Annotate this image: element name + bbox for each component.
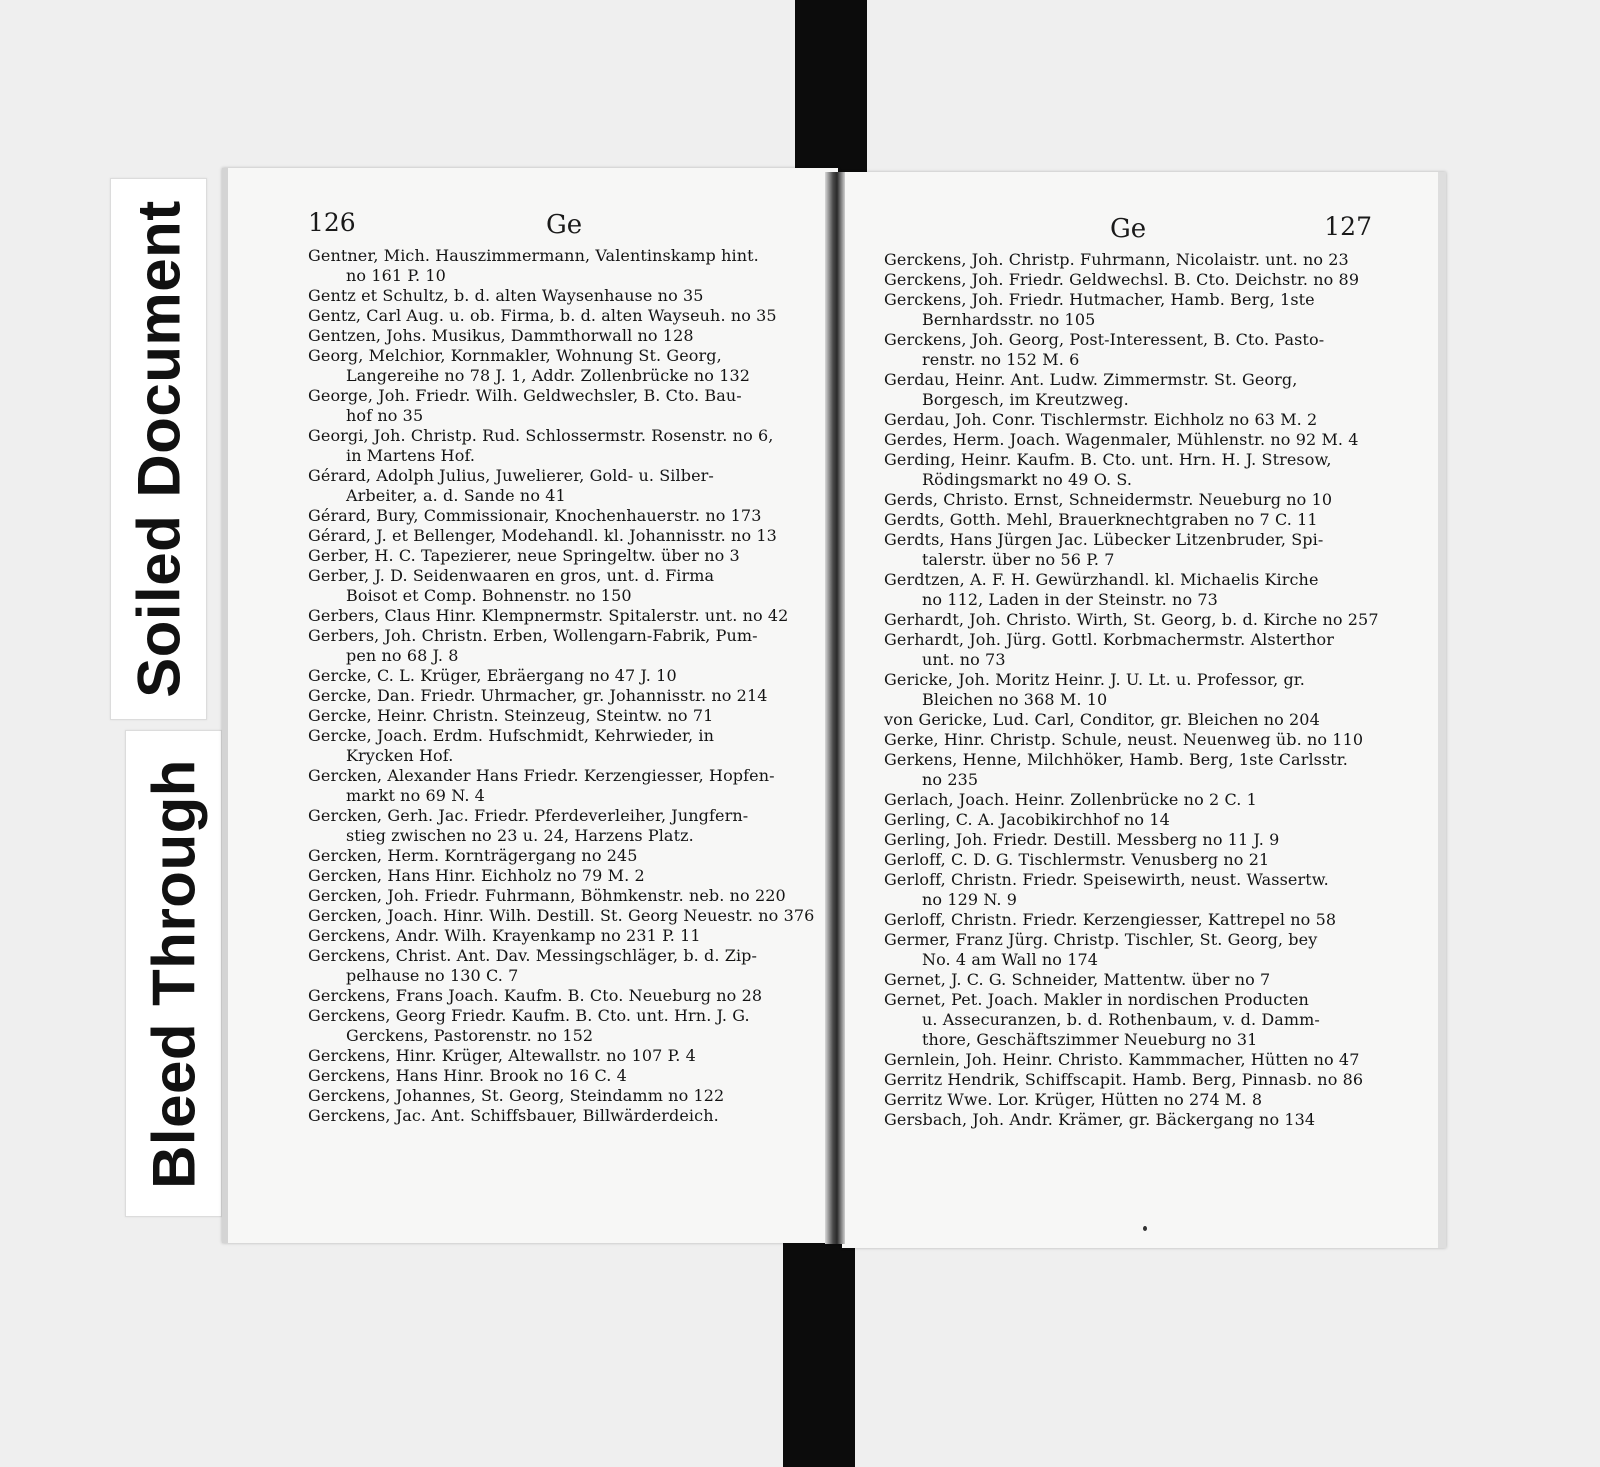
entry-continuation-line: Borgesch, im Kreutzweg.	[922, 390, 1129, 409]
entry-line: Gerkens, Henne, Milchhöker, Hamb. Berg, 1ste Carlsstr.	[884, 750, 1348, 769]
entry-line: Gercken, Joach. Hinr. Wilh. Destill. St. Georg Neuestr. no 376	[308, 906, 815, 925]
entry-line: George, Joh. Friedr. Wilh. Geldwechsler, B. Cto. Bau-	[308, 386, 742, 405]
entry-line: Gerhardt, Joh. Christo. Wirth, St. Georg, b. d. Kirche no 257	[884, 610, 1379, 629]
entry-line: Gerckens, Christ. Ant. Dav. Messingschläger, b. d. Zip-	[308, 946, 758, 965]
directory-entry	[884, 530, 1394, 570]
entry-line: Gericke, Joh. Moritz Heinr. J. U. Lt. u. Professor, gr.	[884, 670, 1305, 689]
right-page-running-head: Ge	[1110, 214, 1147, 244]
right-page-number: 127	[1324, 212, 1372, 241]
entry-line: Gercken, Herm. Kornträgergang no 245	[308, 846, 638, 865]
entry-line: Gentz, Carl Aug. u. ob. Firma, b. d. alten Wayseuh. no 35	[308, 306, 777, 325]
entry-line: Gernet, Pet. Joach. Makler in nordischen Producten	[884, 990, 1309, 1009]
binding-strip-top	[795, 0, 867, 178]
directory-entry	[884, 790, 1394, 810]
entry-line: Gersbach, Joh. Andr. Krämer, gr. Bäckergang no 134	[884, 1110, 1316, 1129]
directory-entry	[884, 290, 1394, 330]
entry-line: Gerdau, Heinr. Ant. Ludw. Zimmermstr. St. Georg,	[884, 370, 1298, 389]
entry-continuation-line: no 235	[922, 770, 979, 789]
right-page-header	[842, 212, 1438, 248]
directory-entry	[884, 430, 1394, 450]
entry-line: Gerckens, Joh. Georg, Post-Interessent, B. Cto. Pasto-	[884, 330, 1325, 349]
directory-entry	[308, 986, 808, 1006]
directory-entry	[884, 670, 1394, 710]
entry-line: Gérard, J. et Bellenger, Modehandl. kl. Johannisstr. no 13	[308, 526, 777, 545]
entry-line: Gerling, C. A. Jacobikirchhof no 14	[884, 810, 1170, 829]
entry-continuation-line: thore, Geschäftszimmer Neueburg no 31	[922, 1030, 1258, 1049]
directory-entry	[308, 1106, 808, 1126]
directory-entry	[884, 250, 1394, 270]
entry-line: Gerckens, Andr. Wilh. Krayenkamp no 231 P. 11	[308, 926, 701, 945]
directory-entry	[308, 346, 808, 386]
directory-entry	[308, 566, 808, 606]
directory-entry	[308, 626, 808, 666]
entry-continuation-line: Rödingsmarkt no 49 O. S.	[922, 470, 1133, 489]
left-page-number: 126	[308, 208, 356, 237]
entry-line: Gérard, Bury, Commissionair, Knochenhauerstr. no 173	[308, 506, 762, 525]
entry-continuation-line: in Martens Hof.	[346, 446, 476, 465]
entry-line: Gercke, Joach. Erdm. Hufschmidt, Kehrwieder, in	[308, 726, 715, 745]
entry-line: Gerckens, Joh. Friedr. Geldwechsl. B. Cto. Deichstr. no 89	[884, 270, 1360, 289]
right-page-entries	[884, 250, 1394, 1130]
entry-line: Gerckens, Jac. Ant. Schiffsbauer, Billwärderdeich.	[308, 1106, 719, 1125]
directory-entry	[884, 850, 1394, 870]
entry-line: von Gericke, Lud. Carl, Conditor, gr. Bleichen no 204	[884, 710, 1320, 729]
directory-entry	[884, 970, 1394, 990]
bleed-through-stamp	[125, 730, 222, 1217]
directory-entry	[884, 570, 1394, 610]
entry-line: Gerloff, Christn. Friedr. Speisewirth, neust. Wassertw.	[884, 870, 1329, 889]
directory-entry	[308, 726, 808, 766]
ink-speck	[1143, 1226, 1147, 1231]
entry-line: Gerding, Heinr. Kaufm. B. Cto. unt. Hrn. H. J. Stresow,	[884, 450, 1332, 469]
entry-continuation-line: talerstr. über no 56 P. 7	[922, 550, 1115, 569]
entry-continuation-line: Langereihe no 78 J. 1, Addr. Zollenbrücke no 132	[346, 366, 751, 385]
entry-line: Gercken, Gerh. Jac. Friedr. Pferdeverleiher, Jungfern-	[308, 806, 749, 825]
entry-line: Germer, Franz Jürg. Christp. Tischler, St. Georg, bey	[884, 930, 1318, 949]
directory-entry	[884, 990, 1394, 1050]
entry-line: Gernet, J. C. G. Schneider, Mattentw. über no 7	[884, 970, 1271, 989]
directory-entry	[308, 666, 808, 686]
directory-entry	[308, 686, 808, 706]
directory-entry	[884, 830, 1394, 850]
directory-entry	[884, 370, 1394, 410]
entry-continuation-line: hof no 35	[346, 406, 424, 425]
directory-entry	[308, 1086, 808, 1106]
entry-line: Gerloff, Christn. Friedr. Kerzengiesser, Kattrepel no 58	[884, 910, 1337, 929]
directory-entry	[884, 1070, 1394, 1090]
directory-entry	[308, 606, 808, 626]
directory-entry	[884, 810, 1394, 830]
directory-entry	[884, 630, 1394, 670]
entry-line: Gerckens, Hinr. Krüger, Altewallstr. no 107 P. 4	[308, 1046, 696, 1065]
directory-entry	[884, 910, 1394, 930]
entry-line: Gerling, Joh. Friedr. Destill. Messberg no 11 J. 9	[884, 830, 1280, 849]
directory-entry	[308, 1046, 808, 1066]
entry-line: Gercken, Hans Hinr. Eichholz no 79 M. 2	[308, 866, 645, 885]
directory-entry	[308, 886, 808, 906]
entry-continuation-line: pelhause no 130 C. 7	[346, 966, 519, 985]
entry-line: Gerdtzen, A. F. H. Gewürzhandl. kl. Michaelis Kirche	[884, 570, 1319, 589]
directory-entry	[308, 946, 808, 986]
entry-continuation-line: unt. no 73	[922, 650, 1006, 669]
soiled-document-label: Soiled Document	[125, 200, 192, 698]
directory-entry	[308, 706, 808, 726]
entry-line: Gerke, Hinr. Christp. Schule, neust. Neuenweg üb. no 110	[884, 730, 1364, 749]
entry-line: Gerdts, Hans Jürgen Jac. Lübecker Litzenbruder, Spi-	[884, 530, 1324, 549]
entry-line: Gerbers, Joh. Christn. Erben, Wollengarn-Fabrik, Pum-	[308, 626, 758, 645]
entry-line: Gerckens, Joh. Friedr. Hutmacher, Hamb. Berg, 1ste	[884, 290, 1315, 309]
entry-line: Georg, Melchior, Kornmakler, Wohnung St. Georg,	[308, 346, 722, 365]
entry-continuation-line: u. Assecuranzen, b. d. Rothenbaum, v. d. Damm-	[922, 1010, 1320, 1029]
directory-entry	[308, 1006, 808, 1046]
entry-line: Gerlach, Joach. Heinr. Zollenbrücke no 2 C. 1	[884, 790, 1257, 809]
left-page-header	[228, 208, 838, 244]
directory-entry	[884, 750, 1394, 790]
directory-entry	[884, 730, 1394, 750]
directory-entry	[308, 806, 808, 846]
entry-line: Gerritz Hendrik, Schiffscapit. Hamb. Berg, Pinnasb. no 86	[884, 1070, 1364, 1089]
directory-entry	[308, 386, 808, 426]
directory-entry	[884, 1050, 1394, 1070]
directory-entry	[308, 766, 808, 806]
entry-line: Gerckens, Joh. Christp. Fuhrmann, Nicolaistr. unt. no 23	[884, 250, 1349, 269]
directory-entry	[308, 326, 808, 346]
entry-continuation-line: stieg zwischen no 23 u. 24, Harzens Platz.	[346, 826, 694, 845]
directory-entry	[884, 330, 1394, 370]
entry-line: Gentner, Mich. Hauszimmermann, Valentinskamp hint.	[308, 246, 759, 265]
entry-line: Gercke, Dan. Friedr. Uhrmacher, gr. Johannisstr. no 214	[308, 686, 768, 705]
directory-entry	[884, 490, 1394, 510]
entry-continuation-line: Boisot et Comp. Bohnenstr. no 150	[346, 586, 632, 605]
entry-line: Gerds, Christo. Ernst, Schneidermstr. Neueburg no 10	[884, 490, 1333, 509]
directory-entry	[308, 426, 808, 466]
directory-entry	[884, 410, 1394, 430]
entry-line: Gernlein, Joh. Heinr. Christo. Kammmacher, Hütten no 47	[884, 1050, 1360, 1069]
entry-line: Gerckens, Georg Friedr. Kaufm. B. Cto. unt. Hrn. J. G.	[308, 1006, 750, 1025]
entry-line: Gerhardt, Joh. Jürg. Gottl. Korbmachermstr. Alsterthor	[884, 630, 1334, 649]
directory-entry	[308, 1066, 808, 1086]
entry-line: Gerloff, C. D. G. Tischlermstr. Venusberg no 21	[884, 850, 1270, 869]
entry-line: Gerdts, Gotth. Mehl, Brauerknechtgraben no 7 C. 11	[884, 510, 1318, 529]
directory-entry	[884, 610, 1394, 630]
right-page	[842, 172, 1446, 1248]
directory-entry	[884, 1110, 1394, 1130]
entry-line: Gerckens, Frans Joach. Kaufm. B. Cto. Neueburg no 28	[308, 986, 763, 1005]
directory-entry	[308, 926, 808, 946]
directory-entry	[308, 506, 808, 526]
directory-entry	[308, 906, 815, 926]
entry-line: Gercken, Joh. Friedr. Fuhrmann, Böhmkenstr. neb. no 220	[308, 886, 786, 905]
entry-line: Gerritz Wwe. Lor. Krüger, Hütten no 274 M. 8	[884, 1090, 1263, 1109]
directory-entry	[884, 270, 1394, 290]
entry-continuation-line: No. 4 am Wall no 174	[922, 950, 1099, 969]
entry-continuation-line: pen no 68 J. 8	[346, 646, 459, 665]
entry-continuation-line: Krycken Hof.	[346, 746, 454, 765]
entry-continuation-line: Gerckens, Pastorenstr. no 152	[346, 1026, 594, 1045]
binding-strip-bottom	[783, 1242, 855, 1467]
soiled-document-stamp	[110, 178, 207, 720]
entry-continuation-line: Bleichen no 368 M. 10	[922, 690, 1108, 709]
entry-continuation-line: Bernhardsstr. no 105	[922, 310, 1096, 329]
entry-continuation-line: Arbeiter, a. d. Sande no 41	[346, 486, 566, 505]
entry-line: Gérard, Adolph Julius, Juwelierer, Gold- u. Silber-	[308, 466, 714, 485]
directory-entry	[884, 510, 1394, 530]
entry-line: Gerckens, Johannes, St. Georg, Steindamm no 122	[308, 1086, 725, 1105]
directory-entry	[884, 710, 1394, 730]
entry-line: Gentzen, Johs. Musikus, Dammthorwall no 128	[308, 326, 694, 345]
entry-continuation-line: no 161 P. 10	[346, 266, 446, 285]
directory-entry	[308, 466, 808, 506]
directory-entry	[884, 450, 1394, 490]
entry-continuation-line: markt no 69 N. 4	[346, 786, 485, 805]
entry-line: Gerber, J. D. Seidenwaaren en gros, unt. d. Firma	[308, 566, 715, 585]
directory-entry	[308, 306, 808, 326]
left-page-entries	[308, 246, 815, 1126]
directory-entry	[308, 546, 808, 566]
entry-line: Gercken, Alexander Hans Friedr. Kerzengiesser, Hopfen-	[308, 766, 775, 785]
directory-entry	[308, 286, 808, 306]
entry-line: Gercke, Heinr. Christn. Steinzeug, Steintw. no 71	[308, 706, 714, 725]
entry-continuation-line: renstr. no 152 M. 6	[922, 350, 1080, 369]
directory-entry	[884, 930, 1394, 970]
directory-entry	[308, 246, 808, 286]
entry-continuation-line: no 112, Laden in der Steinstr. no 73	[922, 590, 1218, 609]
entry-continuation-line: no 129 N. 9	[922, 890, 1018, 909]
left-page-running-head: Ge	[546, 210, 583, 240]
entry-line: Gentz et Schultz, b. d. alten Waysenhause no 35	[308, 286, 704, 305]
bleed-through-label: Bleed Through	[140, 758, 207, 1189]
entry-line: Gerbers, Claus Hinr. Klempnermstr. Spitalerstr. unt. no 42	[308, 606, 789, 625]
entry-line: Georgi, Joh. Christp. Rud. Schlossermstr. Rosenstr. no 6,	[308, 426, 774, 445]
entry-line: Gerber, H. C. Tapezierer, neue Springeltw. über no 3	[308, 546, 740, 565]
book-gutter	[825, 172, 845, 1244]
directory-entry	[308, 846, 808, 866]
left-page	[222, 168, 838, 1243]
entry-line: Gerdes, Herm. Joach. Wagenmaler, Mühlenstr. no 92 M. 4	[884, 430, 1359, 449]
directory-entry	[884, 870, 1394, 910]
directory-entry	[308, 526, 808, 546]
entry-line: Gerdau, Joh. Conr. Tischlermstr. Eichholz no 63 M. 2	[884, 410, 1318, 429]
entry-line: Gerckens, Hans Hinr. Brook no 16 C. 4	[308, 1066, 627, 1085]
directory-entry	[308, 866, 808, 886]
entry-line: Gercke, C. L. Krüger, Ebräergang no 47 J. 10	[308, 666, 677, 685]
directory-entry	[884, 1090, 1394, 1110]
